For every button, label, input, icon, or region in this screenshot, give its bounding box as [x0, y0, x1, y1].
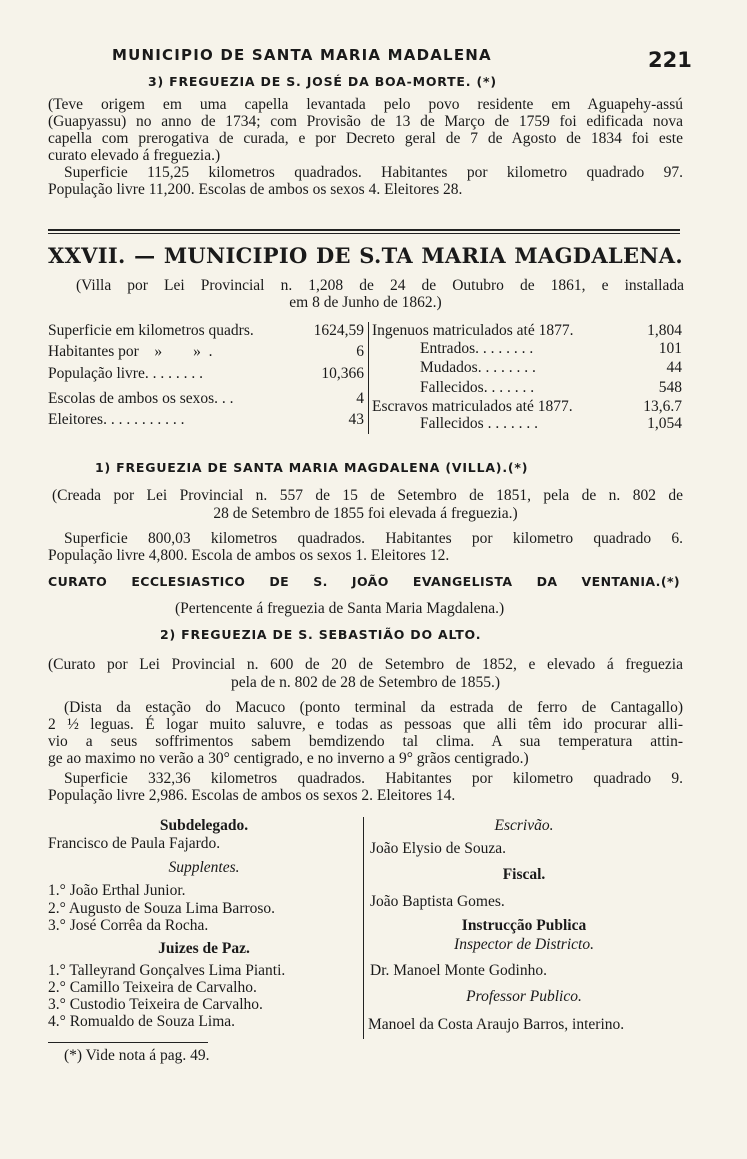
juiz-item: 3.° Custodio Teixeira de Carvalho. [48, 996, 263, 1013]
xxvii-intro-2: em 8 de Junho de 1862.) [289, 294, 442, 311]
professor-title: Professor Publico. [466, 988, 582, 1005]
f2-desc-4: ge ao maximo no verão a 30° centigrado, e no inverno a 9° grãos centigrado.) [48, 750, 529, 767]
juiz-item: 4.° Romualdo de Souza Lima. [48, 1013, 235, 1030]
professor-name: Manoel da Costa Araujo Barros, interino. [368, 1016, 625, 1033]
escrivao-name: João Elysio de Souza. [370, 840, 507, 857]
divider-rule-top [48, 229, 680, 231]
s3-line-6: População livre 11,200. Escolas de ambos os sexos 4. Eleitores 28. [48, 181, 463, 198]
supplente-item: 1.° João Erthal Junior. [48, 882, 186, 899]
freguezia-2-heading: 2) FREGUEZIA DE S. SEBASTIÃO DO ALTO. [160, 627, 482, 642]
stat-right-row: Mudados. . . . . . . . 44 [420, 359, 682, 376]
juiz-item: 1.° Talleyrand Gonçalves Lima Pianti. [48, 962, 286, 979]
stat-right-row: Entrados. . . . . . . . 101 [420, 340, 682, 357]
subdelegado-name: Francisco de Paula Fajardo. [48, 835, 221, 852]
escrivao-title: Escrivão. [494, 817, 554, 834]
officials-column-divider [363, 817, 364, 1039]
freguezia-1-heading: 1) FREGUEZIA DE SANTA MARIA MAGDALENA (VILLA).(*) [95, 460, 529, 475]
s3-line-3: capella com prerogativa de curada, e por Decreto geral de 7 de Agosto de 1834 foi este [48, 130, 683, 147]
f1-stats-1: Superficie 800,03 kilometros quadrados. Habitantes por kilometro quadrado 6. [64, 530, 683, 547]
stat-right-row: Escravos matriculados até 1877. 13,6.7 [372, 398, 682, 415]
curato-note: (Pertencente á freguezia de Santa Maria Magdalena.) [175, 600, 505, 617]
stat-right-row: Ingenuos matriculados até 1877. 1,804 [372, 322, 682, 339]
stat-right-row: Fallecidos. . . . . . . 548 [420, 379, 682, 396]
xxvii-intro-1: (Villa por Lei Provincial n. 1,208 de 24 de Outubro de 1861, e installada [76, 277, 684, 294]
f2-creation-1: (Curato por Lei Provincial n. 600 de 20 de Setembro de 1852, e elevado á freguezia [48, 656, 683, 673]
stat-right-row: Fallecidos . . . . . . . 1,054 [420, 415, 682, 432]
subdelegado-title: Subdelegado. [159, 817, 249, 834]
curato-heading: CURATO ECCLESIASTICO DE S. JOÃO EVANGELISTA DA VENTANIA.(*) [48, 574, 680, 589]
s3-line-2: (Guapyassu) no anno de 1734; com Provisão de 13 de Março de 1759 foi edificada nova [48, 113, 683, 130]
chapter-title: XXVII. — MUNICIPIO DE S.TA MARIA MAGDALENA. [48, 243, 683, 268]
stat-left-row: Habitantes por » » . 6 [48, 343, 364, 360]
supplente-item: 3.° José Corrêa da Rocha. [48, 917, 209, 934]
s3-line-1: (Teve origem em uma capella levantada pelo povo residente em Aguapehy-assú [48, 96, 683, 113]
s3-line-5: Superficie 115,25 kilometros quadrados. Habitantes por kilometro quadrado 97. [64, 164, 683, 181]
divider-rule-bottom [48, 233, 680, 234]
f2-stats-1: Superficie 332,36 kilometros quadrados. Habitantes por kilometro quadrado 9. [64, 770, 683, 787]
inspector-title: Inspector de Districto. [454, 936, 594, 953]
f1-creation-1: (Creada por Lei Provincial n. 557 de 15 de Setembro de 1851, pela de n. 802 de [52, 487, 683, 504]
juizes-title: Juizes de Paz. [158, 940, 250, 957]
stat-left-row: Superficie em kilometros quadrs. 1624,59 [48, 322, 364, 339]
juiz-item: 2.° Camillo Teixeira de Carvalho. [48, 979, 257, 996]
f2-stats-2: População livre 2,986. Escolas de ambos os sexos 2. Eleitores 14. [48, 787, 456, 804]
footnote: (*) Vide nota á pag. 49. [64, 1047, 210, 1064]
fiscal-title: Fiscal. [502, 866, 546, 883]
stats-column-divider [368, 322, 369, 434]
footnote-rule [48, 1042, 208, 1043]
f2-desc-2: 2 ½ leguas. É logar muito saluvre, e todas as pessoas que alli têm ido procurar alli- [48, 716, 683, 733]
fiscal-name: João Baptista Gomes. [370, 893, 505, 910]
stat-left-row: População livre. . . . . . . . 10,366 [48, 365, 364, 382]
section-3-heading: 3) FREGUEZIA DE S. JOSÉ DA BOA-MORTE. (*) [148, 74, 497, 89]
supplente-item: 2.° Augusto de Souza Lima Barroso. [48, 900, 276, 917]
instrucao-title: Instrucção Publica [461, 917, 587, 934]
f2-desc-1: (Dista da estação do Macuco (ponto terminal da estrada de ferro de Cantagallo) [64, 699, 683, 716]
page-number: 221 [648, 48, 692, 72]
f2-creation-2: pela de n. 802 de 28 de Setembro de 1855.) [230, 674, 501, 691]
supplentes-title: Supplentes. [168, 859, 240, 876]
s3-line-4: curato elevado á freguezia.) [48, 147, 221, 164]
inspector-name: Dr. Manoel Monte Godinho. [370, 962, 547, 979]
f2-desc-3: vio a seus soffrimentos sabem bemdizendo tal clima. A sua temperatura attin- [48, 733, 683, 750]
stat-left-row: Eleitores. . . . . . . . . . . 43 [48, 411, 364, 428]
running-title: MUNICIPIO DE SANTA MARIA MADALENA [112, 46, 492, 64]
f1-creation-2: 28 de Setembro de 1855 foi elevada á freguezia.) [213, 505, 518, 522]
stat-left-row: Escolas de ambos os sexos. . . 4 [48, 390, 364, 407]
f1-stats-2: População livre 4,800. Escola de ambos os sexos 1. Eleitores 12. [48, 547, 450, 564]
